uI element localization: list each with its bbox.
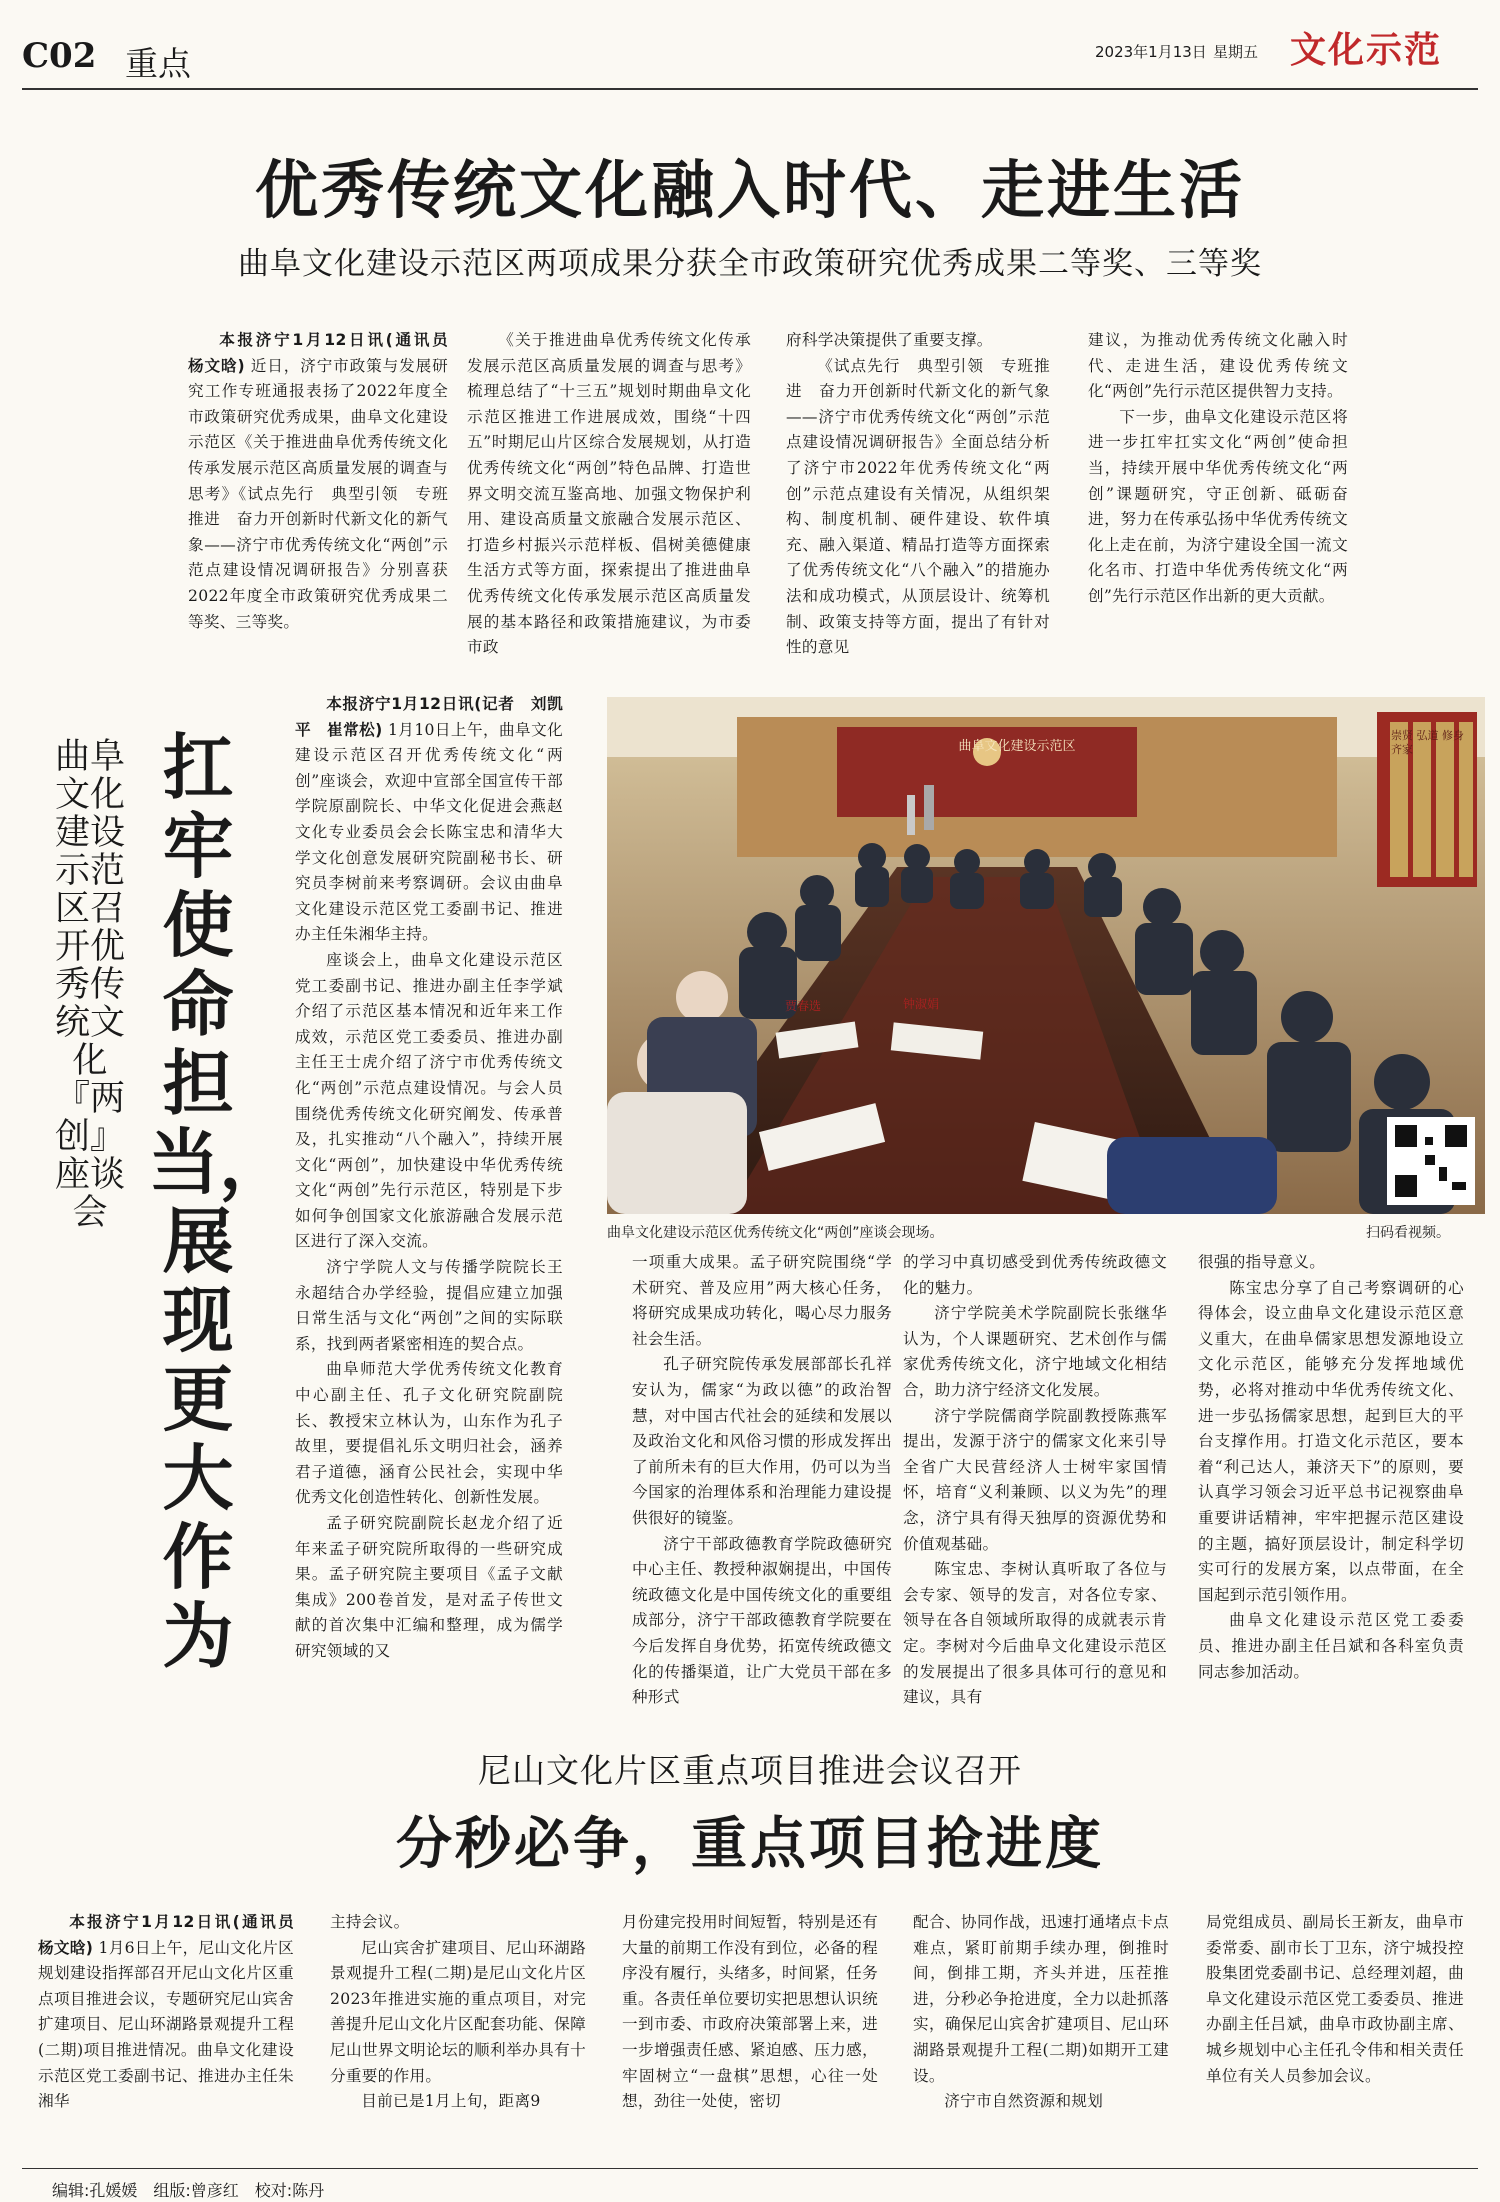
brand-logo: 文化示范	[1290, 30, 1443, 71]
article3-column-2	[330, 1910, 586, 2155]
article2-body-a2: 座谈会上，曲阜文化建设示范区党工委副书记、推进办副主任李学斌介绍了示范区基本情况和近年来工作成效，示范区党工委委员、推进办副主任王士虎介绍了济宁市优秀传统文化“两创”示范点建设情况。与会人员围绕优秀传统文化研究阐发、传承普及，扎实推动“八个融入”，持续开展文化“两创”，加快建设中华优秀传统文化“两创”先行示范区，特别是下步如何争创国家文化旅游融合发展示范区进行了深入交流。	[295, 950, 563, 1251]
wall-panel-text	[1391, 729, 1477, 757]
qr-caption: 扫码看视频。	[1366, 1225, 1450, 1241]
article1-title: 优秀传统文化融入时代、走进生活	[255, 153, 1245, 227]
article2-column-d	[1198, 1250, 1464, 1690]
page-header	[0, 0, 1500, 95]
article3-dateline: 本报济宁1月12日讯(通讯员 杨文晗)	[38, 1913, 310, 1957]
article3-body-4b: 济宁市自然资源和规划	[944, 2092, 1104, 2111]
wall-text-4: 齐家	[1391, 743, 1413, 756]
article2-body-a3: 济宁学院人文与传播学院院长王永超结合办学经验，提倡应建立加强日常生活与文化“两创”之间的实际联系，找到两者紧密相连的契合点。	[295, 1258, 563, 1353]
article2-body-a1: 1月10日上午，曲阜文化建设示范区召开优秀传统文化“两创”座谈会，欢迎中宣部全国宣传干部学院原副院长、中华文化促进会燕赵文化专业委员会会长陈宝忠和清华大学文化创意发展研究院副秘书长、研究员李树前来考察调研。会议由曲阜文化建设示范区党工委副书记、推进办主任朱湘华主持。	[295, 720, 563, 944]
article2-body-b3: 济宁干部政德教育学院政德研究中心主任、教授种淑娴提出，中国传统政德文化是中国传统文化的重要组成部分，济宁干部政德教育学院要在今后发挥自身优势，拓宽传统政德文化的传播渠道，让广大党员干部在多种形式	[632, 1534, 892, 1707]
article3-column-3	[622, 1910, 878, 2155]
wall-text-1: 崇贤	[1391, 729, 1413, 742]
article3-column-1	[38, 1910, 310, 2155]
article1-subtitle: 曲阜文化建设示范区两项成果分获全市政策研究优秀成果二等奖、三等奖	[238, 246, 1262, 282]
article2-body-c3: 济宁学院儒商学院副教授陈燕军提出，发源于济宁的儒家文化来引导全省广大民营经济人士树牢家国情怀，培育“义利兼顾、以义为先”的理念，济宁具有得天独厚的资源优势和价值观基础。	[903, 1406, 1167, 1553]
article1-body-3a: 府科学决策提供了重要支撑。	[786, 331, 993, 349]
section-name: 重点	[125, 44, 191, 83]
article2-body-d1: 很强的指导意义。	[1198, 1253, 1326, 1271]
article3-body-2a: 主持会议。	[330, 1913, 410, 1931]
article1-column-4	[1088, 328, 1348, 658]
issue-date: 2023年1月13日	[1095, 43, 1207, 61]
footer-rule	[22, 2168, 1478, 2169]
article2-column-b	[632, 1250, 892, 1707]
article2-body-a4: 曲阜师范大学优秀传统文化教育中心副主任、孔子文化研究院副院长、教授宋立林认为，山东作为孔子故里，要提倡礼乐文明归社会，涵养君子道德，涵育公民社会，实现中华优秀文化创造性转化、创新性发展。	[295, 1360, 563, 1507]
article3-title: 分秒必争，重点项目抢进度	[396, 1811, 1104, 1877]
article3-body-4a: 配合、协同作战，迅速打通堵点卡点难点，紧盯前期手续办理，倒推时间，倒排工期，齐头并进，压茬推进，分秒必争抢进度，全力以赴抓落实，确保尼山宾舍扩建项目、尼山环湖路景观提升工程(二期)如期开工建设。	[913, 1913, 1169, 2085]
wall-text-2: 弘道	[1416, 729, 1439, 742]
article3-body-2b: 尼山宾舍扩建项目、尼山环湖路景观提升工程(二期)是尼山文化片区2023年推进实施的重点项目，对完善提升尼山文化片区配套功能、保障尼山世界文明论坛的顺利举办具有十分重要的作用。	[330, 1938, 586, 2085]
article3-column-4	[913, 1910, 1169, 2155]
photo-caption: 曲阜文化建设示范区优秀传统文化“两创”座谈会现场。	[607, 1225, 944, 1241]
meeting-photo	[607, 697, 1485, 1214]
article2-column-a	[295, 692, 563, 1692]
article2-body-b1: 一项重大成果。孟子研究院围绕“学术研究、普及应用”两大核心任务，将研究成果成功转化，喝心尽力服务社会生活。	[632, 1253, 892, 1348]
article3-body-3: 月份建完投用时间短暂，特别是还有大量的前期工作没有到位，必备的程序没有履行，头绪多，时间紧，任务重。各责任单位要切实把思想认识统一到市委、市政府决策部署上来，进一步增强责任感、紧迫感、压力感，牢固树立“一盘棋”思想，心往一处想，劲往一处使，密切	[622, 1913, 878, 2111]
issue-weekday: 星期五	[1213, 43, 1259, 61]
article1-column-3	[786, 328, 1050, 658]
article2-body-c4: 陈宝忠、李树认真听取了各位与会专家、领导的发言，对各位专家、领导在各自领域所取得的成就表示肯定。李树对今后曲阜文化建设示范区的发展提出了很多具体可行的意见和建议，具有	[903, 1560, 1167, 1707]
article3-column-5	[1206, 1910, 1464, 2155]
article1-column-2	[467, 328, 751, 658]
header-rule	[22, 88, 1478, 90]
photo-sign-text: 曲阜文化建设示范区	[958, 739, 1076, 754]
article1-body-4b: 下一步，曲阜文化建设示范区将进一步扛牢扛实文化“两创”使命担当，持续开展中华优秀传统文化“两创”课题研究，守正创新、砥砺奋进，努力在传承弘扬中华优秀传统文化上走在前，为济宁建设全国一流文化名市、打造中华优秀传统文化“两创”先行示范区作出新的更大贡献。	[1088, 407, 1348, 605]
article2-column-c	[903, 1250, 1167, 1707]
wall-text-3: 修身	[1442, 729, 1464, 742]
article2-body-c1: 的学习中真切感受到优秀传统政德文化的魅力。	[903, 1253, 1167, 1297]
editor-credits: 编辑:孔媛媛 组版:曾彦红 校对:陈丹	[52, 2181, 325, 2200]
article1-body-3b: 《试点先行 典型引领 专班推进 奋力开创新时代新文化的新气象——济宁市优秀传统文化“两创”示范点建设情况调研报告》全面总结分析了济宁市2022年优秀传统文化“两创”示范点建设有关情况，从组织架构、制度机制、硬件建设、软件填充、融入渠道、精品打造等方面探索了优秀传统文化“八个融入”的措施办法和成功模式，从顶层设计、统筹机制、政策支持等方面，提出了有针对性的意见	[786, 356, 1050, 657]
article3-body-5: 局党组成员、副局长王新友，曲阜市委常委、副市长丁卫东，济宁城投控股集团党委副书记、总经理刘超，曲阜文化建设示范区党工委委员、推进办副主任吕斌，曲阜市政协副主席、城乡规划中心主任孔令伟和相关责任单位有关人员参加会议。	[1206, 1913, 1464, 2085]
article2-body-a5: 孟子研究院副院长赵龙介绍了近年来孟子研究院所取得的一些研究成果。孟子研究院主要项目《孟子文献集成》200卷首发，是对孟子传世文献的首次集中汇编和整理，成为儒学研究领域的又	[295, 1514, 563, 1660]
page-number: C02	[22, 36, 97, 76]
article1-body-2: 《关于推进曲阜优秀传统文化传承发展示范区高质量发展的调查与思考》梳理总结了“十三五”规划时期曲阜文化示范区推进工作进展成效，围绕“十四五”时期尼山片区综合发展规划，从打造优秀传统文化“两创”特色品牌、打造世界文明交流互鉴高地、加强文物保护利用、建设高质量文旅融合发展示范区、打造乡村振兴示范样板、倡树美德健康生活方式等方面，探索提出了推进曲阜优秀传统文化传承发展示范区高质量发展的基本路径和政策措施建议，为市委市政	[467, 331, 751, 657]
article1-body-1: 近日，济宁市政策与发展研究工作专班通报表扬了2022年度全市政策研究优秀成果，曲阜文化建设示范区《关于推进曲阜优秀传统文化传承发展示范区高质量发展的调查与思考》《试点先行 典型引领 专班推进 奋力开创新时代新文化的新气象——济宁市优秀传统文化“两创”示范点建设情况调研报告》分别喜获2022年度全市政策研究优秀成果二等奖、三等奖。	[188, 356, 448, 631]
article3-body-1: 1月6日上午，尼山文化片区规划建设指挥部召开尼山文化片区重点项目推进会议，专题研究尼山宾舍扩建项目、尼山环湖路景观提升工程(二期)项目推进情况。曲阜文化建设示范区党工委副书记、推进办主任朱湘华	[38, 1938, 295, 2111]
article2-subtitle: 曲阜文化建设示范区召开优秀传统文化『两创』座谈会	[55, 737, 126, 1233]
article1-column-1	[188, 328, 464, 658]
article2-body-d2: 陈宝忠分享了自己考察调研的心得体会，设立曲阜文化建设示范区意义重大，在曲阜儒家思想发源地设立文化示范区，能够充分发挥地域优势，必将对推动中华优秀传统文化、进一步弘扬儒家思想，起到巨大的平台支撑作用。打造文化示范区，要本着“利己达人，兼济天下”的原则，要认真学习领会习近平总书记视察曲阜重要讲话精神，牢牢把握示范区建设的主题，搞好顶层设计，制定科学切实可行的发展方案，以点带面，在全国起到示范引领作用。	[1198, 1278, 1464, 1604]
article3-body-2c: 目前已是1月上旬，距离9	[361, 2092, 541, 2111]
article2-title: 扛牢使命担当，展现更大作为	[148, 725, 291, 1678]
nameplate-1: 贾春选	[785, 999, 822, 1013]
article2-body-b2: 孔子研究院传承发展部部长孔祥安认为，儒家“为政以德”的政治智慧，对中国古代社会的延续和发展以及政治文化和风俗习惯的形成发挥出了前所未有的巨大作用，仍可以为当今国家的治理体系和治理能力建设提供很好的镜鉴。	[632, 1355, 892, 1527]
article2-dateline: 本报济宁1月12日讯(记者 刘凯平 崔常松)	[295, 695, 563, 739]
article1-body-4a: 建议，为推动优秀传统文化融入时代、走进生活，建设优秀传统文化“两创”先行示范区提供智力支持。	[1088, 331, 1348, 401]
article2-body-c2: 济宁学院美术学院副院长张继华认为，个人课题研究、艺术创作与儒家优秀传统文化，济宁地域文化相结合，助力济宁经济文化发展。	[903, 1304, 1167, 1399]
article2-body-d3: 曲阜文化建设示范区党工委委员、推进办副主任吕斌和各科室负责同志参加活动。	[1198, 1611, 1464, 1681]
meeting-photo-illustration	[607, 697, 1485, 1214]
article1-dateline: 本报济宁1月12日讯(通讯员 杨文晗)	[188, 331, 464, 375]
nameplate-2: 钟淑娟	[903, 997, 940, 1011]
article3-kicker: 尼山文化片区重点项目推进会议召开	[478, 1751, 1022, 1790]
